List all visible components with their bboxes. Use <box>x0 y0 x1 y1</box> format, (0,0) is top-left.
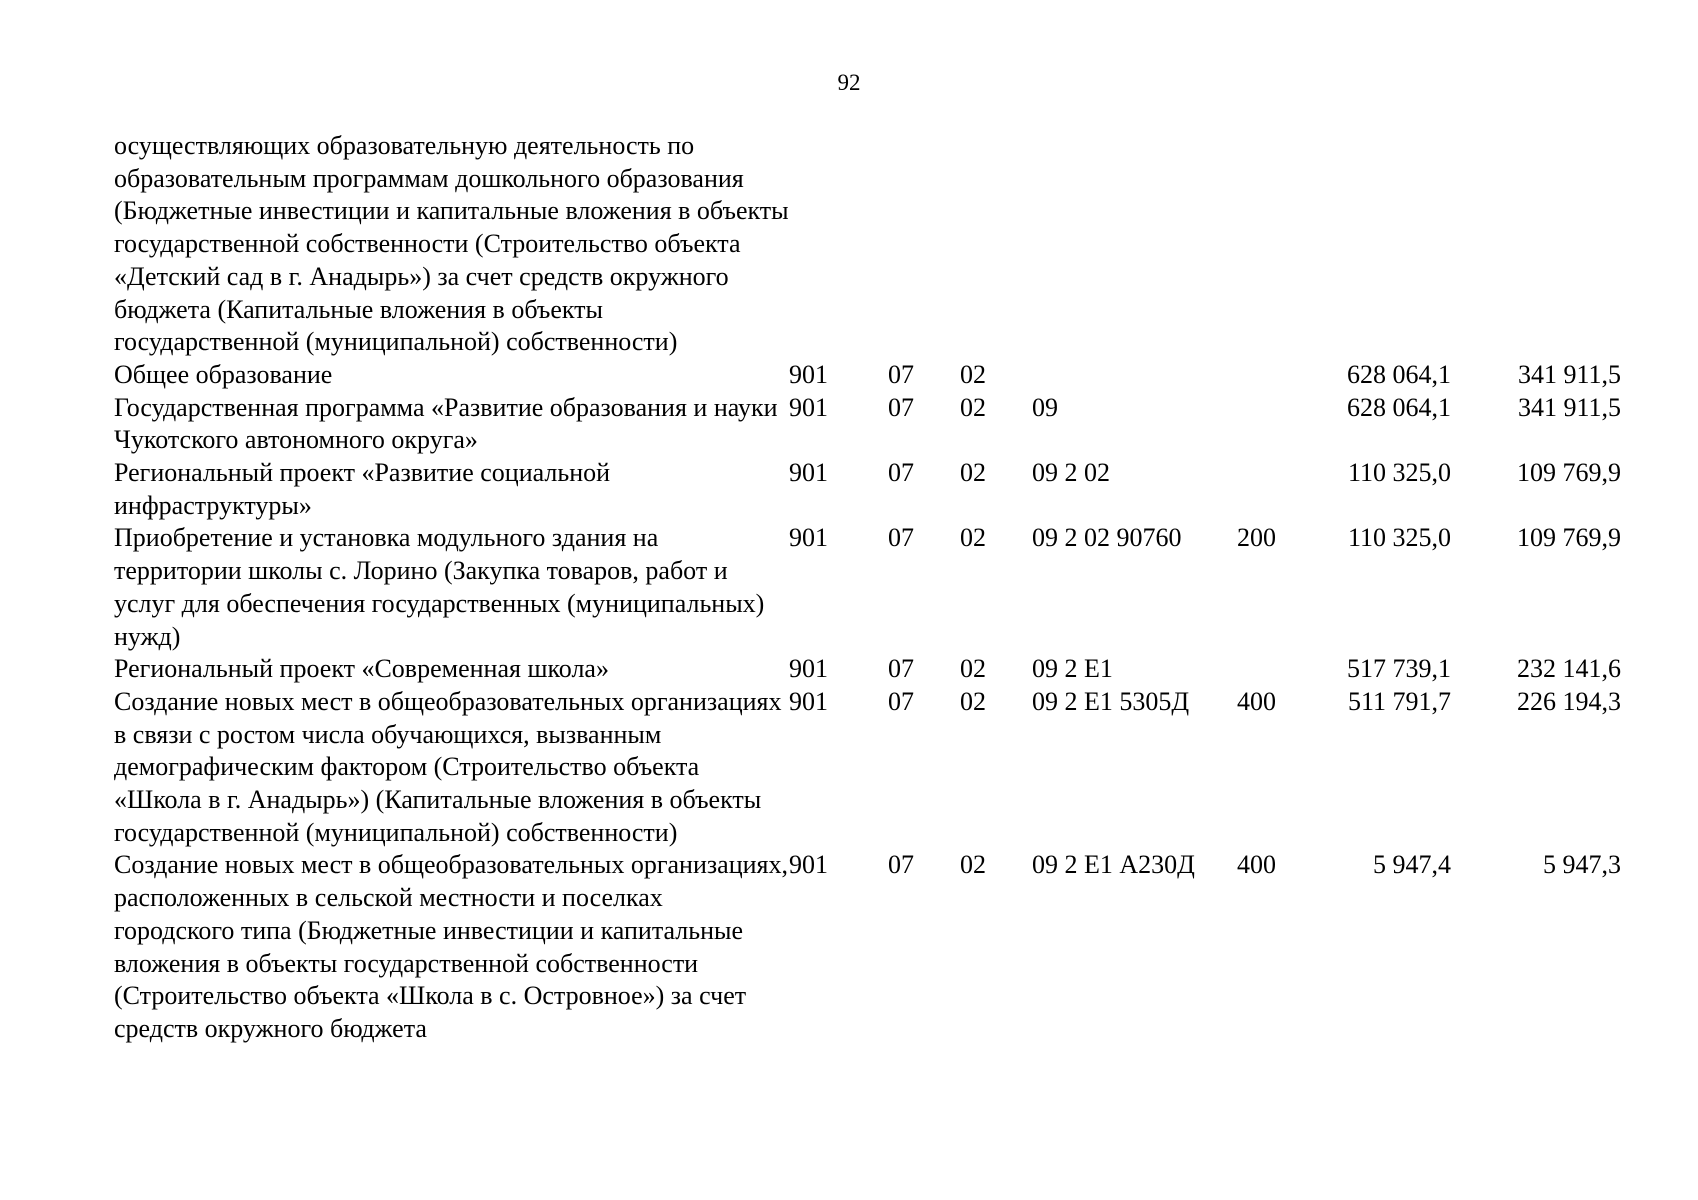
row-adm-code: 901 <box>789 654 828 684</box>
row-expense-type: 200 <box>1237 523 1276 553</box>
row-adm-code: 901 <box>789 392 828 422</box>
row-name: Приобретение и установка модульного здания на территории школы с. Лорино (Закупка товаров, работ и услуг для обеспечения государственных (муниципальных) нужд) <box>114 523 765 651</box>
budget-table <box>114 130 1621 1046</box>
row-value-1: 110 325,0 <box>1347 458 1451 488</box>
row-value-2: 5 947,3 <box>1543 850 1621 880</box>
row-name: Региональный проект «Современная школа» <box>114 654 609 684</box>
row-section: 07 <box>888 686 914 716</box>
row-name: осуществляющих образовательную деятельность по образовательным программам дошкольного образования (Бюджетные инвестиции и капитальные вложения в объекты государственной собственности (Строительство объекта «Детский сад в г. Анадырь») за счет средств окружного бюджета (Капитальные вложения в объекты государственной (муниципальной) собственности) <box>114 131 789 357</box>
row-subsection: 02 <box>960 359 986 389</box>
row-subsection: 02 <box>960 458 986 488</box>
row-value-2: 232 141,6 <box>1517 654 1621 684</box>
row-subsection: 02 <box>960 686 986 716</box>
table-row <box>114 653 1621 686</box>
row-adm-code <box>789 130 888 359</box>
row-section: 07 <box>888 850 914 880</box>
row-value-1: 517 739,1 <box>1347 654 1451 684</box>
row-value-1 <box>1317 130 1451 359</box>
row-subsection <box>960 130 1032 359</box>
row-value-1: 5 947,4 <box>1373 850 1451 880</box>
row-program-code: 09 2 02 90760 <box>1032 523 1182 553</box>
row-program-code <box>1032 130 1237 359</box>
row-program-code <box>1032 359 1237 392</box>
row-value-2: 109 769,9 <box>1517 523 1621 553</box>
row-value-1: 628 064,1 <box>1347 392 1451 422</box>
row-subsection: 02 <box>960 850 986 880</box>
row-program-code: 09 2 02 <box>1032 458 1110 488</box>
row-name: Создание новых мест в общеобразовательных организациях в связи с ростом числа обучающихся, вызванным демографическим фактором (Строительство объекта «Школа в г. Анадырь») (Капитальные вложения в объекты государственной (муниципальной) собственности) <box>114 686 782 847</box>
row-value-2: 341 911,5 <box>1517 392 1621 422</box>
row-adm-code: 901 <box>789 850 828 880</box>
table-row <box>114 359 1621 392</box>
row-program-code: 09 2 Е1 А230Д <box>1032 850 1195 880</box>
row-section: 07 <box>888 458 914 488</box>
row-adm-code: 901 <box>789 458 828 488</box>
row-name: Региональный проект «Развитие социальной инфраструктуры» <box>114 458 611 520</box>
row-value-2: 341 911,5 <box>1517 359 1621 389</box>
row-expense-type: 400 <box>1237 850 1276 880</box>
table-row <box>114 522 1621 653</box>
row-value-2 <box>1451 130 1621 359</box>
row-expense-type <box>1237 130 1317 359</box>
row-expense-type: 400 <box>1237 686 1276 716</box>
row-section: 07 <box>888 359 914 389</box>
row-program-code: 09 <box>1032 392 1058 422</box>
table-row <box>114 849 1621 1045</box>
table-row <box>114 457 1621 522</box>
row-section: 07 <box>888 523 914 553</box>
row-name: Создание новых мест в общеобразовательных организациях, расположенных в сельской местности и поселках городского типа (Бюджетные инвестиции и капитальные вложения в объекты государственной собственности (Строительство объекта «Школа в с. Островное») за счет средств окружного бюджета <box>114 850 788 1043</box>
row-expense-type <box>1237 359 1317 392</box>
table-row <box>114 686 1621 850</box>
row-program-code: 09 2 Е1 <box>1032 654 1113 684</box>
row-adm-code: 901 <box>789 359 828 389</box>
row-expense-type <box>1237 653 1317 686</box>
row-value-1: 110 325,0 <box>1347 523 1451 553</box>
row-value-2: 109 769,9 <box>1517 458 1621 488</box>
row-value-1: 511 791,7 <box>1347 686 1451 716</box>
row-subsection: 02 <box>960 654 986 684</box>
row-value-2: 226 194,3 <box>1517 686 1621 716</box>
row-section: 07 <box>888 392 914 422</box>
row-section: 07 <box>888 654 914 684</box>
row-subsection: 02 <box>960 523 986 553</box>
row-expense-type <box>1237 392 1317 457</box>
table-row <box>114 130 1621 359</box>
row-subsection: 02 <box>960 392 986 422</box>
row-program-code: 09 2 Е1 5305Д <box>1032 686 1190 716</box>
row-value-1: 628 064,1 <box>1347 359 1451 389</box>
page-number: 92 <box>837 70 861 95</box>
row-expense-type <box>1237 457 1317 522</box>
table-row <box>114 392 1621 457</box>
row-name: Общее образование <box>114 359 333 389</box>
row-name: Государственная программа «Развитие образования и науки Чукотского автономного округа» <box>114 392 778 455</box>
row-section <box>888 130 960 359</box>
row-adm-code: 901 <box>789 686 828 716</box>
row-adm-code: 901 <box>789 523 828 553</box>
